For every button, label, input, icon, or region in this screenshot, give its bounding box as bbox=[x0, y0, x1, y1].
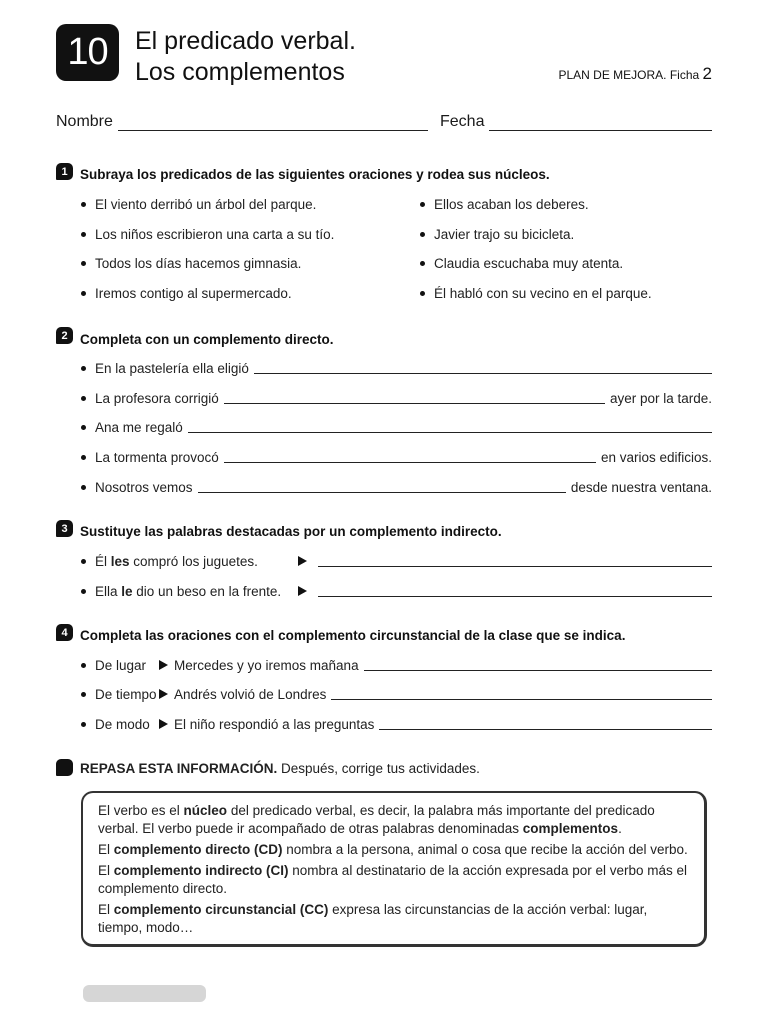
bullet-icon bbox=[81, 692, 86, 697]
answer-line[interactable] bbox=[379, 717, 712, 730]
bullet-icon bbox=[81, 722, 86, 727]
ex2-item-1: En la pastelería ella eligió bbox=[81, 361, 712, 376]
bullet-icon bbox=[81, 425, 86, 430]
answer-line[interactable] bbox=[254, 361, 712, 374]
highlighted-word: le bbox=[121, 584, 133, 599]
bullet-icon bbox=[420, 202, 425, 207]
arrow-right-icon bbox=[159, 719, 168, 729]
bullet-icon bbox=[81, 202, 86, 207]
name-label: Nombre bbox=[56, 113, 113, 130]
cc-type: De modo bbox=[95, 717, 150, 732]
date-label: Fecha bbox=[440, 113, 485, 130]
ex3-sentence: Ella le dio un beso en la frente. bbox=[95, 584, 282, 599]
cc-type: De tiempo bbox=[95, 687, 157, 702]
name-field-row bbox=[56, 113, 428, 131]
ex3-item-2 bbox=[81, 584, 712, 599]
exercise-4-badge: 4 bbox=[56, 624, 73, 641]
bullet-icon bbox=[420, 291, 425, 296]
plan-text: PLAN DE MEJORA. Ficha bbox=[558, 68, 703, 82]
exercise-2-badge: 2 bbox=[56, 327, 73, 344]
ex4-item-2: De tiempo Andrés volvió de Londres bbox=[81, 687, 712, 702]
unit-number: 10 bbox=[67, 31, 108, 73]
ex1-item-right-3: Claudia escuchaba muy atenta. bbox=[420, 256, 623, 271]
bullet-icon bbox=[81, 559, 86, 564]
info-paragraph-2: El complemento directo (CD) nombra a la persona, animal o cosa que recibe la acción del verbo. bbox=[98, 842, 688, 857]
name-input-line[interactable] bbox=[118, 116, 428, 131]
bullet-icon bbox=[81, 663, 86, 668]
ex1-item-left-2: Los niños escribieron una carta a su tío. bbox=[81, 227, 334, 242]
unit-number-badge bbox=[56, 24, 119, 81]
review-badge bbox=[56, 759, 73, 776]
info-paragraph-4: El complemento circunstancial (CC) expresa las circunstancias de la acción verbal: lugar, tiempo, modo… bbox=[98, 902, 648, 935]
ex2-item-4: La tormenta provocó en varios edificios. bbox=[81, 450, 712, 465]
exercise-4-title: Completa las oraciones con el complemento circunstancial de la clase que se indica. bbox=[80, 628, 626, 643]
title-line-2: Los complementos bbox=[135, 58, 345, 86]
plan-label bbox=[558, 64, 712, 84]
ex3-sentence: Él les compró los juguetes. bbox=[95, 554, 258, 569]
ex3-item-1 bbox=[81, 554, 712, 569]
arrow-right-icon bbox=[159, 660, 168, 670]
answer-line[interactable] bbox=[198, 480, 566, 493]
date-input-line[interactable] bbox=[489, 116, 712, 131]
plan-number: 2 bbox=[702, 64, 712, 83]
review-title: REPASA ESTA INFORMACIÓN. Después, corrige tus actividades. bbox=[80, 761, 480, 776]
answer-line[interactable] bbox=[224, 391, 605, 404]
bullet-icon bbox=[81, 232, 86, 237]
answer-line[interactable] bbox=[318, 584, 712, 597]
bullet-icon bbox=[81, 261, 86, 266]
highlighted-word: les bbox=[110, 554, 130, 569]
footer-bar bbox=[83, 985, 206, 1002]
ex4-item-1: De lugar Mercedes y yo iremos mañana bbox=[81, 658, 712, 673]
ex1-item-right-2: Javier trajo su bicicleta. bbox=[420, 227, 574, 242]
ex2-item-5: Nosotros vemos desde nuestra ventana. bbox=[81, 480, 712, 495]
arrow-right-icon bbox=[159, 689, 168, 699]
ex4-item-3: De modo El niño respondió a las preguntas bbox=[81, 717, 712, 732]
info-paragraph-1: El verbo es el núcleo del predicado verbal, es decir, la palabra más importante del predicado verbal. El verbo puede ir acompañado de otras palabras denominadas complementos. bbox=[98, 803, 655, 836]
bullet-icon bbox=[420, 232, 425, 237]
ex2-item-3: Ana me regaló bbox=[81, 420, 712, 435]
answer-line[interactable] bbox=[224, 450, 596, 463]
answer-line[interactable] bbox=[318, 554, 712, 567]
arrow-right-icon bbox=[298, 586, 307, 596]
ex1-item-left-1: El viento derribó un árbol del parque. bbox=[81, 197, 316, 212]
date-field-row bbox=[440, 113, 712, 131]
answer-line[interactable] bbox=[331, 687, 712, 700]
arrow-right-icon bbox=[298, 556, 307, 566]
bullet-icon bbox=[81, 366, 86, 371]
bullet-icon bbox=[420, 261, 425, 266]
bullet-icon bbox=[81, 589, 86, 594]
bullet-icon bbox=[81, 291, 86, 296]
page-title bbox=[135, 26, 356, 88]
bullet-icon bbox=[81, 485, 86, 490]
exercise-1-badge: 1 bbox=[56, 163, 73, 180]
title-line-1: El predicado verbal. bbox=[135, 27, 356, 55]
exercise-2-title: Completa con un complemento directo. bbox=[80, 332, 334, 347]
ex2-item-2: La profesora corrigió ayer por la tarde. bbox=[81, 391, 712, 406]
info-paragraph-3: El complemento indirecto (CI) nombra al destinatario de la acción expresada por el verbo más el complemento directo. bbox=[98, 863, 688, 896]
ex1-item-right-4: Él habló con su vecino en el parque. bbox=[420, 286, 652, 301]
bullet-icon bbox=[81, 396, 86, 401]
ex1-item-right-1: Ellos acaban los deberes. bbox=[420, 197, 589, 212]
ex1-item-left-4: Iremos contigo al supermercado. bbox=[81, 286, 292, 301]
answer-line[interactable] bbox=[188, 420, 712, 433]
exercise-3-badge: 3 bbox=[56, 520, 73, 537]
answer-line[interactable] bbox=[364, 658, 712, 671]
cc-type: De lugar bbox=[95, 658, 147, 673]
bullet-icon bbox=[81, 455, 86, 460]
info-box bbox=[81, 791, 707, 947]
ex1-item-left-3: Todos los días hacemos gimnasia. bbox=[81, 256, 301, 271]
exercise-3-title: Sustituye las palabras destacadas por un complemento indirecto. bbox=[80, 524, 502, 539]
exercise-1-title: Subraya los predicados de las siguientes oraciones y rodea sus núcleos. bbox=[80, 167, 550, 182]
